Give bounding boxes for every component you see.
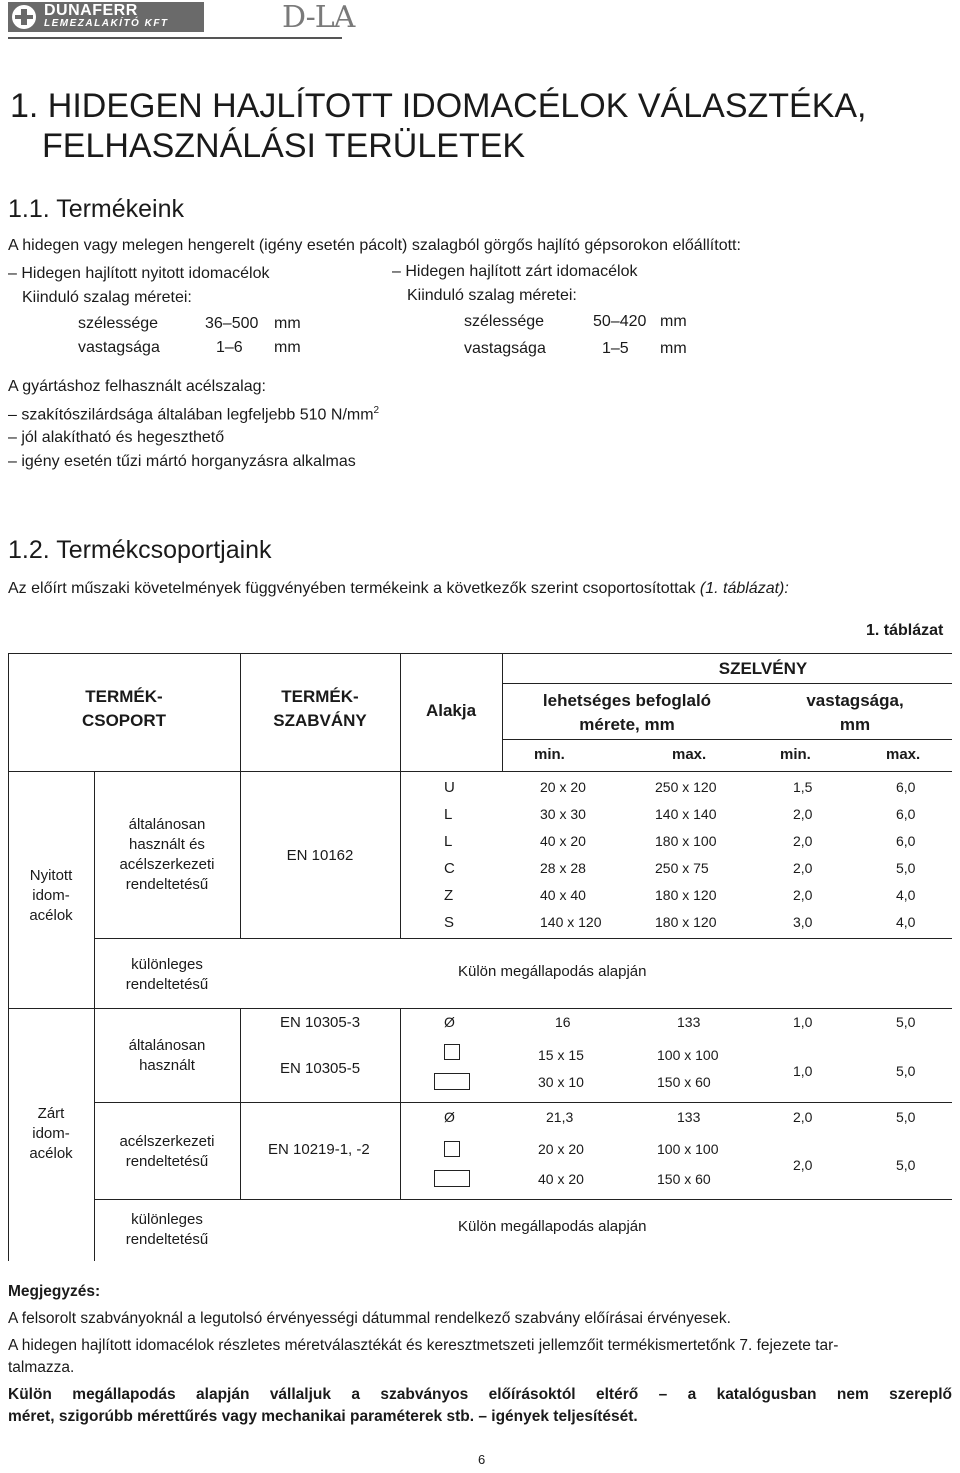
group-open-l3: acélok (29, 907, 73, 924)
dunaferr-logo (8, 2, 204, 32)
open-row-6-shape: S (444, 914, 455, 931)
open-row-6-tmax: 4,0 (896, 914, 916, 930)
group-open-l2: idom- (32, 887, 70, 904)
header-thickness-l1: vastagsága, (806, 691, 904, 710)
section-1-2-intro (8, 580, 789, 598)
note-3-line2: méret, szigorúbb mérettűrés vagy mechanikai paraméterek stb. – igények teljesítését. (8, 1408, 638, 1425)
header-product-group-l2: CSOPORT (81, 711, 167, 730)
open-row-2-tmax: 6,0 (896, 806, 916, 822)
group-closed-l2: idom- (32, 1125, 70, 1142)
table-caption: 1. táblázat (866, 622, 944, 639)
standard-closed-2: EN 10305-5 (280, 1060, 361, 1077)
closed-r4-dmax-a: 100 x 100 (657, 1141, 719, 1157)
steel-item-1-text: – szakítószilárdsága általában legfeljebb 510 N/mm (8, 406, 374, 424)
header-shape: Alakja (425, 701, 477, 720)
steel-item-1-sup: 2 (373, 405, 380, 416)
open-row-4-shape: C (444, 860, 455, 877)
header-rule-minmax (502, 739, 952, 740)
header-product-standard-l1: TERMÉK- (281, 687, 359, 706)
open-row-1-shape: U (444, 779, 455, 796)
use-closed-general-l2: használt (139, 1057, 195, 1074)
open-row-6-dmax: 180 x 120 (655, 914, 717, 930)
dla-logo: D-LA (282, 0, 355, 35)
closed-r2-dmax-a: 100 x 100 (657, 1047, 719, 1063)
header-rule-profile (502, 683, 952, 684)
open-row-1-tmin: 1,5 (793, 779, 813, 795)
group-open-l1: Nyitott (29, 867, 73, 884)
use-closed-special-l2: rendeltetésű (125, 1231, 209, 1248)
closed-r4-dmax-b: 150 x 60 (657, 1171, 711, 1187)
use-closed-structural-l1: acélszerkezeti (119, 1133, 215, 1150)
open-row-2-tmin: 2,0 (793, 806, 813, 822)
steel-item-1 (8, 405, 379, 424)
closed-r1-dmin: 16 (555, 1014, 571, 1030)
standard-closed-3: EN 10219-1, -2 (268, 1141, 370, 1158)
section-1-1-intro: A hidegen vagy melegen hengerelt (igény esetén pácolt) szalagból görgős hajlító gépsorokon előállított: (8, 237, 741, 254)
rule-closed-special (94, 1199, 952, 1200)
col-rule-3a (400, 653, 401, 939)
closed-r4-dmin-b: 40 x 20 (538, 1171, 584, 1187)
use-open-special-l2: rendeltetésű (125, 976, 209, 993)
closed-width-value: 50–420 (593, 313, 647, 330)
header-product-standard-l2: SZABVÁNY (273, 711, 367, 730)
section-1-2-intro-text: Az előírt műszaki követelmények függvényében termékeink a következők szerint csoportosítottak (8, 580, 700, 597)
group-closed-l1: Zárt (37, 1105, 65, 1122)
rectangle-shape-icon (434, 1073, 470, 1090)
closed-r2-dmax-b: 150 x 60 (657, 1074, 711, 1090)
steel-item-3: – igény esetén tűzi mártó horganyzásra alkalmas (8, 453, 356, 470)
open-row-6-dmin: 140 x 120 (540, 914, 602, 930)
table-border-left (8, 653, 9, 1261)
header-rule-bottom (8, 771, 952, 772)
header-dimensions (512, 689, 742, 737)
open-row-3-tmin: 2,0 (793, 833, 813, 849)
closed-r2-tmin: 1,0 (793, 1063, 813, 1079)
header-profile: SZELVÉNY (718, 659, 808, 678)
closed-r3-dmax: 133 (677, 1109, 701, 1125)
header-product-group-l1: TERMÉK- (85, 687, 163, 706)
logo-brand: DUNAFERR (44, 2, 138, 19)
header-dim-max: max. (672, 746, 707, 763)
closed-r3-dmin: 21,3 (546, 1109, 574, 1125)
use-open-general-l4: rendeltetésű (125, 876, 209, 893)
use-open-special-l1: különleges (131, 956, 203, 973)
closed-r3-tmax: 5,0 (896, 1109, 916, 1125)
page-title-line1: 1. HIDEGEN HAJLÍTOTT IDOMACÉLOK VÁLASZTÉKA, (10, 87, 867, 125)
standard-open: EN 10162 (286, 847, 354, 864)
closed-r4-tmin: 2,0 (793, 1157, 813, 1173)
note-3-line1: Külön megállapodás alapján vállaljuk a szabványos előírásoktól eltérő – a katalógusban nem szereplő (8, 1386, 952, 1403)
open-row-1-tmax: 6,0 (896, 779, 916, 795)
closed-r3-tmin: 2,0 (793, 1109, 813, 1125)
open-row-5-dmin: 40 x 40 (540, 887, 586, 903)
open-thickness-label: vastagsága (78, 339, 160, 356)
open-heading: – Hidegen hajlított nyitott idomacélok (8, 265, 270, 282)
rectangle-shape-icon-2 (434, 1170, 470, 1187)
open-row-4-tmin: 2,0 (793, 860, 813, 876)
open-row-3-dmax: 180 x 100 (655, 833, 717, 849)
use-closed-special-l1: különleges (131, 1211, 203, 1228)
use-open-general-l3: acélszerkezeti (119, 856, 215, 873)
use-closed-structural-l2: rendeltetésű (125, 1153, 209, 1170)
use-open-general (94, 815, 240, 895)
open-row-3-shape: L (444, 833, 453, 850)
closed-r1-dmax: 133 (677, 1014, 701, 1030)
open-row-4-dmax: 250 x 75 (655, 860, 709, 876)
closed-r2-tmax: 5,0 (896, 1063, 916, 1079)
open-row-5-shape: Z (444, 887, 454, 904)
header-thick-max: max. (886, 746, 921, 763)
use-closed-structural (94, 1132, 240, 1172)
table-border-top (8, 653, 952, 654)
open-row-3-dmin: 40 x 20 (540, 833, 586, 849)
closed-width-unit: mm (660, 313, 687, 330)
open-row-5-tmin: 2,0 (793, 887, 813, 903)
open-row-4-tmax: 5,0 (896, 860, 916, 876)
closed-thickness-label: vastagsága (464, 340, 546, 357)
round-shape-icon-2: Ø (444, 1109, 455, 1125)
logo-subtitle: LEMEZALAKÍTÓ KFT (44, 18, 169, 29)
open-thickness-unit: mm (274, 339, 301, 356)
open-row-2-shape: L (444, 806, 453, 823)
closed-r1-tmin: 1,0 (793, 1014, 813, 1030)
closed-r2-dmin-b: 30 x 10 (538, 1074, 584, 1090)
closed-thickness-unit: mm (660, 340, 687, 357)
standard-closed-1: EN 10305-3 (280, 1014, 361, 1031)
use-closed-special (94, 1210, 240, 1250)
col-rule-4 (502, 653, 503, 771)
table-reference: (1. táblázat): (699, 580, 789, 597)
col-rule-2b (240, 1008, 241, 1200)
closed-thickness-value: 1–5 (602, 340, 629, 357)
section-1-2-title: 1.2. Termékcsoportjaink (8, 536, 272, 564)
page-title-line2: FELHASZNÁLÁSI TERÜLETEK (42, 127, 526, 165)
open-row-5-dmax: 180 x 120 (655, 887, 717, 903)
group-open (8, 866, 94, 926)
steel-heading: A gyártáshoz felhasznált acélszalag: (8, 378, 266, 395)
use-closed-general-l1: általánosan (128, 1037, 206, 1054)
square-shape-icon (444, 1044, 460, 1060)
notes-title: Megjegyzés: (8, 1283, 101, 1300)
note-2-line2: talmazza. (8, 1359, 75, 1376)
open-row-4-dmin: 28 x 28 (540, 860, 586, 876)
header-product-standard (240, 685, 400, 733)
header-dimensions-l2: mérete, mm (579, 715, 675, 734)
open-width-unit: mm (274, 315, 301, 332)
closed-r2-dmin-a: 15 x 15 (538, 1047, 584, 1063)
closed-r4-tmax: 5,0 (896, 1157, 916, 1173)
page-number: 6 (478, 1452, 486, 1467)
rule-open-special (94, 938, 952, 939)
use-open-general-l1: általánosan (128, 816, 206, 833)
open-width-label: szélessége (78, 315, 159, 332)
note-2-line1: A hidegen hajlított idomacélok részletes méretválasztékát és keresztmetszeti jellemzőit termékismertetőnk 7. fejezete tar- (8, 1337, 839, 1354)
open-row-3-tmax: 6,0 (896, 833, 916, 849)
page-title (10, 86, 867, 166)
open-row-6-tmin: 3,0 (793, 914, 813, 930)
open-special-note: Külön megállapodás alapján (458, 963, 647, 980)
closed-r1-tmax: 5,0 (896, 1014, 916, 1030)
col-rule-3b (400, 1008, 401, 1200)
header-thickness (770, 689, 940, 737)
closed-width-label: szélessége (464, 313, 545, 330)
open-row-1-dmin: 20 x 20 (540, 779, 586, 795)
dunaferr-emblem-icon (12, 5, 36, 29)
closed-r4-dmin-a: 20 x 20 (538, 1141, 584, 1157)
round-shape-icon: Ø (444, 1014, 455, 1030)
section-1-1-title: 1.1. Termékeink (8, 195, 185, 223)
use-open-special (94, 955, 240, 995)
rule-closed-mid (94, 1102, 952, 1103)
group-closed (8, 1104, 94, 1164)
header-product-group (8, 685, 240, 733)
header-rule (8, 37, 342, 39)
rule-open-closed (8, 1008, 952, 1009)
use-open-general-l2: használt és (129, 836, 205, 853)
header-dimensions-l1: lehetséges befoglaló (542, 691, 712, 710)
header-thickness-l2: mm (839, 715, 871, 734)
open-width-value: 36–500 (205, 315, 259, 332)
use-closed-general (94, 1036, 240, 1076)
closed-heading: – Hidegen hajlított zárt idomacélok (392, 263, 638, 280)
open-row-2-dmin: 30 x 30 (540, 806, 586, 822)
closed-special-note: Külön megállapodás alapján (458, 1218, 647, 1235)
header-thick-min: min. (780, 746, 811, 763)
header-dim-min: min. (534, 746, 565, 763)
open-thickness-value: 1–6 (216, 339, 243, 356)
square-shape-icon-2 (444, 1141, 460, 1157)
steel-item-2: – jól alakítható és hegeszthető (8, 429, 225, 446)
closed-sub: Kiinduló szalag méretei: (407, 287, 577, 304)
open-row-1-dmax: 250 x 120 (655, 779, 717, 795)
note-1: A felsorolt szabványoknál a legutolsó érvényességi dátummal rendelkező szabvány előírásai érvényesek. (8, 1310, 731, 1327)
open-row-2-dmax: 140 x 140 (655, 806, 717, 822)
open-row-5-tmax: 4,0 (896, 887, 916, 903)
open-sub: Kiinduló szalag méretei: (22, 289, 192, 306)
group-closed-l3: acélok (29, 1145, 73, 1162)
